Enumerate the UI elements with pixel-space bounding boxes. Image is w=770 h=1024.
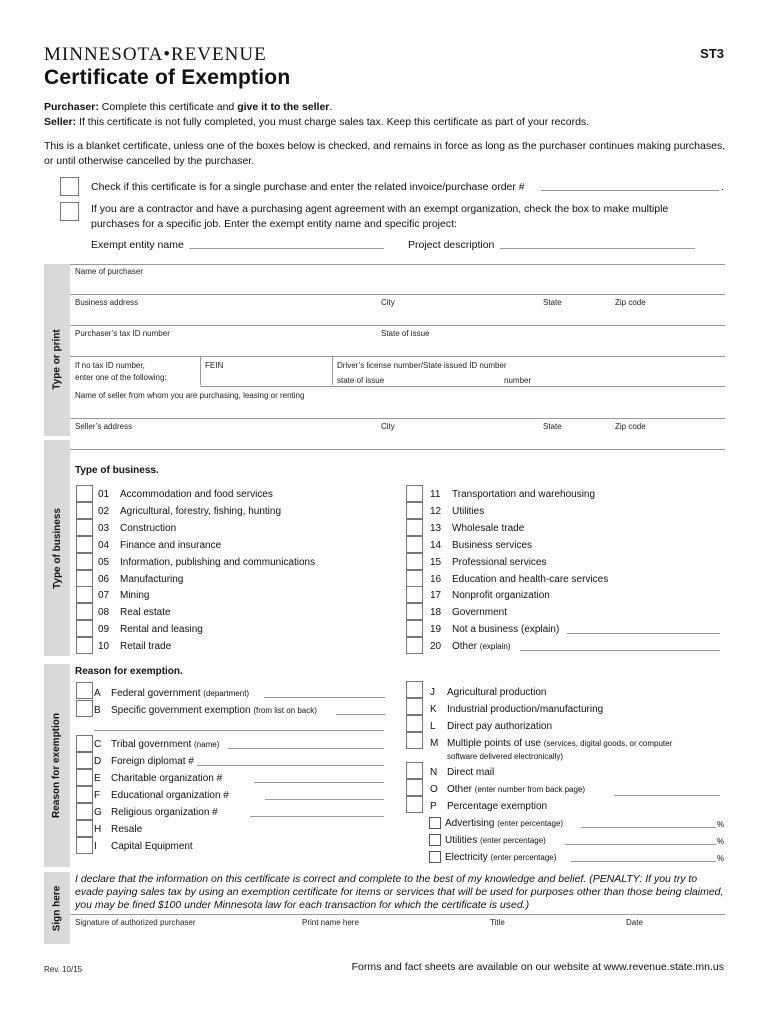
percent-sign: %: [717, 854, 725, 863]
business-type-item: [430, 607, 507, 618]
business-type-label: Manufacturing: [120, 573, 184, 585]
exemption-letter: L: [430, 721, 436, 732]
exemption-checkbox-right-7[interactable]: [406, 796, 423, 813]
no-tax-id-label-1: If no tax ID number,: [75, 361, 145, 370]
business-type-checkbox-16[interactable]: [406, 570, 423, 587]
business-type-item: [98, 489, 273, 500]
business-type-checkbox-12[interactable]: [406, 502, 423, 519]
sign-here-label: Sign here: [51, 885, 63, 931]
exemption-checkbox-right-3[interactable]: [406, 715, 423, 732]
exemption-reason-I: [94, 841, 193, 852]
date-label: Date: [626, 918, 643, 927]
business-type-item: [98, 574, 183, 585]
exemption-letter: J: [430, 687, 435, 698]
exemption-label: Religious organization #: [111, 807, 218, 818]
seller-text: If this certificate is not fully completed, you must charge sales tax. Keep this certificate as part of your records.: [79, 116, 590, 128]
exemption-reason-L: [430, 721, 552, 732]
contractor-label: If you are a contractor and have a purchasing agent agreement with an exempt organization, check the box to make multiple purchases for a specific job. Enter the exempt entity name and specific project:: [91, 203, 669, 230]
business-type-label: Mining: [120, 590, 150, 602]
seller-name-label: Name of seller from whom you are purchasing, leasing or renting: [75, 391, 305, 400]
business-type-label: Rental and leasing: [120, 624, 203, 636]
business-type-note: (explain): [479, 642, 511, 652]
business-type-number: 06: [98, 573, 110, 585]
signature-label: Signature of authorized purchaser: [75, 918, 196, 927]
purchaser-instruction: Purchaser: Complete this certificate and give it to the seller.: [44, 101, 333, 113]
exemption-note: software delivered electronically): [447, 752, 564, 761]
exemption-letter: G: [94, 807, 102, 818]
exemption-label: Direct pay authorization: [447, 721, 553, 732]
business-type-checkbox-07[interactable]: [76, 586, 93, 603]
exemption-reason-E: [94, 773, 222, 784]
business-type-checkbox-14[interactable]: [406, 536, 423, 553]
business-type-checkbox-18[interactable]: [406, 603, 423, 620]
business-type-label: Not a business (explain): [452, 624, 560, 636]
signature-line[interactable]: [70, 914, 725, 915]
purchaser-text: Complete this certificate and: [101, 101, 235, 113]
purchaser-label: Purchaser:: [44, 101, 99, 113]
seller-state-label: State: [543, 422, 562, 431]
business-type-checkbox-04[interactable]: [76, 536, 93, 553]
exemption-reason-H: [94, 824, 142, 835]
business-type-label: Professional services: [452, 556, 547, 568]
exemption-reason-K: [430, 704, 603, 715]
minnesota-revenue-logo: MINNESOTA•REVENUE: [44, 44, 267, 65]
exemption-label: Multiple points of use: [447, 738, 541, 749]
zip-label: Zip code: [615, 298, 646, 307]
exemption-label: Educational organization #: [111, 790, 229, 801]
exemption-reason-N: [430, 767, 494, 778]
percentage-entry-line[interactable]: [565, 844, 716, 845]
business-type-checkbox-20[interactable]: [406, 637, 423, 654]
business-type-item: [430, 590, 550, 601]
exemption-letter: P: [430, 801, 437, 812]
exemption-checkbox-H[interactable]: [76, 820, 93, 837]
exemption-checkbox-right-1[interactable]: [406, 681, 423, 698]
blanket-text: This is a blanket certificate, unless one of the boxes below is checked, and remains in force as long as the purchaser continues making purchases, or until otherwise cancelled by the purchaser.: [44, 140, 726, 167]
type-of-business-label: Type of business: [51, 507, 63, 589]
business-type-checkbox-13[interactable]: [406, 519, 423, 536]
percentage-note: (enter percentage): [497, 819, 564, 828]
business-type-checkbox-05[interactable]: [76, 553, 93, 570]
project-description-line[interactable]: [500, 248, 695, 249]
business-type-item: [98, 557, 315, 568]
business-type-number: 02: [98, 505, 110, 517]
business-type-number: 07: [98, 590, 110, 602]
business-type-label: Wholesale trade: [452, 522, 525, 534]
business-type-number: 16: [430, 573, 442, 585]
percent-sign: %: [717, 837, 725, 846]
exemption-note: (from list on back): [253, 706, 317, 715]
business-type-checkbox-11[interactable]: [406, 485, 423, 502]
seller-name-field[interactable]: [70, 418, 725, 419]
type-of-business-heading: Type of business.: [75, 465, 159, 476]
exemption-label: Percentage exemption: [447, 801, 548, 812]
invoice-number-line[interactable]: [541, 190, 719, 191]
business-type-item: [98, 590, 149, 601]
percentage-checkbox-1[interactable]: [429, 817, 441, 829]
exemption-letter: A: [94, 688, 101, 699]
exemption-label: Resale: [111, 824, 143, 835]
exemption-label: Industrial production/manufacturing: [447, 704, 604, 715]
exemption-entry-line[interactable]: [228, 748, 384, 749]
id-number-field[interactable]: [200, 386, 725, 387]
business-type-label: Government: [452, 607, 508, 619]
business-type-number: 13: [430, 522, 442, 534]
business-type-checkbox-19[interactable]: [406, 620, 423, 637]
exemption-checkbox-A[interactable]: [76, 682, 93, 699]
website-note: Forms and fact sheets are available on our website at www.revenue.state.mn.us: [351, 961, 724, 973]
business-type-number: 04: [98, 539, 110, 551]
exemption-checkbox-right-5[interactable]: [406, 762, 423, 779]
business-type-label: Finance and insurance: [120, 539, 222, 551]
exemption-letter: N: [430, 767, 438, 778]
business-type-number: 12: [430, 505, 442, 517]
exemption-label: Tribal government: [111, 739, 192, 750]
exemption-reason-F: [94, 790, 229, 801]
business-type-checkbox-02[interactable]: [76, 502, 93, 519]
other-number-line[interactable]: [614, 795, 720, 796]
single-purchase-label: Check if this certificate is for a single purchase and enter the related invoice/purchase order #: [91, 181, 525, 193]
percent-sign: %: [717, 820, 725, 829]
project-description-label: Project description: [408, 239, 495, 251]
business-type-item: [98, 506, 281, 517]
business-type-item: [430, 574, 608, 585]
state-of-issue-label: State of issue: [381, 329, 430, 338]
exemption-reason-C: [94, 739, 219, 750]
business-type-label: Retail trade: [120, 641, 172, 653]
business-type-number: 17: [430, 590, 442, 602]
type-or-print-label: Type or print: [51, 328, 63, 390]
other-explain-line[interactable]: [520, 650, 720, 651]
form-number: ST3: [700, 46, 724, 61]
business-type-item: [430, 489, 595, 500]
drivers-license-label: Driver’s license number/State issued ID number: [337, 361, 507, 370]
tax-id-label: Purchaser’s tax ID number: [75, 329, 170, 338]
exemption-note: (enter number from back page): [474, 785, 586, 794]
business-type-item: [430, 641, 510, 652]
business-type-label: Real estate: [120, 607, 171, 619]
reason-for-exemption-heading: Reason for exemption.: [75, 666, 183, 677]
business-type-item: [430, 523, 524, 534]
dl-state-of-issue-label: state of issue: [337, 376, 385, 385]
business-type-label: Nonprofit organization: [452, 590, 550, 602]
exemption-reason-O: [430, 784, 585, 795]
business-type-number: 08: [98, 607, 110, 619]
business-address-label: Business address: [75, 298, 139, 307]
seller-city-label: City: [381, 422, 395, 431]
exemption-note: (name): [194, 740, 220, 749]
exemption-entry-line[interactable]: [264, 697, 385, 698]
percentage-label: Utilities: [445, 835, 478, 846]
percentage-checkbox-3[interactable]: [429, 851, 441, 863]
business-type-number: 20: [430, 641, 442, 653]
business-type-checkbox-09[interactable]: [76, 620, 93, 637]
exemption-reason-P: [430, 801, 547, 812]
title-label: Title: [490, 918, 505, 927]
business-type-item: [430, 557, 546, 568]
not-a-business-explain-line[interactable]: [567, 633, 720, 634]
exemption-reason-B: [94, 705, 317, 716]
business-type-checkbox-01[interactable]: [76, 485, 93, 502]
exemption-note: (services, digital goods, or computer: [543, 739, 673, 748]
business-type-checkbox-15[interactable]: [406, 553, 423, 570]
exemption-checkbox-B[interactable]: [76, 700, 93, 717]
name-of-purchaser-label: Name of purchaser: [75, 267, 144, 276]
business-type-label: Agricultural, forestry, fishing, hunting: [120, 505, 282, 517]
tax-id-field[interactable]: [70, 356, 725, 357]
dl-number-label: number: [504, 376, 532, 385]
business-type-label: Construction: [120, 522, 177, 534]
exemption-reason-note: [447, 751, 563, 762]
business-type-checkbox-08[interactable]: [76, 603, 93, 620]
exempt-entity-line[interactable]: [189, 248, 384, 249]
business-type-item: [98, 523, 176, 534]
exemption-checkbox-G[interactable]: [76, 803, 93, 820]
seller-instruction: [44, 115, 744, 130]
business-type-label: Transportation and warehousing: [452, 489, 596, 500]
exemption-reason-A: [94, 688, 249, 699]
exemption-letter: H: [94, 824, 102, 835]
business-type-number: 11: [430, 489, 441, 500]
exemption-entry-line[interactable]: [94, 730, 384, 731]
exemption-label: Agricultural production: [447, 687, 547, 698]
business-type-number: 05: [98, 556, 110, 568]
exemption-entry-line[interactable]: [197, 765, 384, 766]
percentage-label: Advertising: [445, 818, 495, 829]
exemption-reason-M: [430, 738, 672, 749]
seller-address-label: Seller’s address: [75, 422, 133, 431]
percentage-entry-line[interactable]: [581, 827, 716, 828]
business-type-checkbox-06[interactable]: [76, 570, 93, 587]
business-type-number: 15: [430, 556, 442, 568]
business-type-label: Other: [452, 641, 478, 653]
exemption-reason-J: [430, 687, 547, 698]
contractor-checkbox[interactable]: [60, 202, 79, 221]
business-type-item: [430, 540, 532, 551]
percentage-entry-line[interactable]: [571, 861, 716, 862]
exemption-entry-line[interactable]: [254, 782, 384, 783]
exemption-label: Foreign diplomat #: [111, 756, 194, 767]
business-type-number: 01: [98, 489, 110, 500]
exemption-checkbox-right-2[interactable]: [406, 698, 423, 715]
percentage-checkbox-2[interactable]: [429, 834, 441, 846]
exemption-letter: D: [94, 756, 102, 767]
no-tax-id-label-2: enter one of the following:: [75, 373, 167, 382]
business-type-checkbox-03[interactable]: [76, 519, 93, 536]
business-type-checkbox-17[interactable]: [406, 586, 423, 603]
exemption-checkbox-F[interactable]: [76, 786, 93, 803]
name-of-purchaser-field[interactable]: [70, 294, 725, 295]
business-type-item: [98, 540, 221, 551]
seller-zip-label: Zip code: [615, 422, 646, 431]
city-label: City: [381, 298, 395, 307]
business-address-field[interactable]: [70, 325, 725, 326]
exemption-letter: M: [430, 738, 439, 749]
exemption-entry-line[interactable]: [265, 799, 384, 800]
business-type-checkbox-10[interactable]: [76, 637, 93, 654]
business-type-number: 19: [430, 624, 442, 636]
exemption-label: Capital Equipment: [111, 841, 193, 852]
declaration-text: I declare that the information on this certificate is correct and complete to the best of my knowledge and belief. (PENALTY: If you try to evade paying sales tax by using an exemption certificate for items or services that will be used for purposes other than those being claimed, you may be fined $100 under Minnesota law for each transaction for which the certificate is used.): [75, 873, 724, 911]
exemption-checkbox-E[interactable]: [76, 769, 93, 786]
exemption-label: Other: [447, 784, 473, 795]
exemption-entry-line[interactable]: [336, 714, 385, 715]
revision-number: Rev. 10/15: [44, 965, 83, 974]
business-type-label: Education and health-care services: [452, 573, 609, 585]
percentage-item: [445, 818, 563, 829]
business-type-item: [98, 624, 203, 635]
single-purchase-checkbox[interactable]: [60, 177, 79, 196]
exemption-letter: E: [94, 773, 101, 784]
exemption-checkbox-I[interactable]: [76, 837, 93, 854]
business-type-number: 18: [430, 607, 442, 619]
business-type-item: [430, 506, 484, 517]
reason-for-exemption-label: Reason for exemption: [51, 712, 63, 819]
business-type-number: 09: [98, 624, 110, 636]
exemption-checkbox-D[interactable]: [76, 752, 93, 769]
exemption-letter: I: [94, 841, 97, 852]
business-type-label: Business services: [452, 539, 533, 551]
exemption-checkbox-C[interactable]: [76, 735, 93, 752]
exemption-reason-G: [94, 807, 218, 818]
business-type-label: Utilities: [452, 505, 485, 517]
exemption-entry-line[interactable]: [250, 816, 384, 817]
state-label: State: [543, 298, 562, 307]
exemption-letter: K: [430, 704, 437, 715]
business-type-number: 14: [430, 539, 442, 551]
percentage-note: (enter percentage): [480, 836, 546, 845]
exemption-label: Direct mail: [447, 767, 495, 778]
business-type-label: Information, publishing and communications: [120, 556, 316, 568]
seller-address-field[interactable]: [70, 449, 725, 450]
exemption-letter: F: [94, 790, 101, 801]
exemption-letter: C: [94, 739, 102, 750]
print-name-label: Print name here: [302, 918, 359, 927]
exemption-letter: B: [94, 705, 101, 716]
percentage-item: [445, 852, 556, 863]
exempt-entity-label: Exempt entity name: [91, 239, 184, 251]
business-type-item: [98, 607, 171, 618]
business-type-label: Accommodation and food services: [120, 489, 273, 500]
exemption-label: Charitable organization #: [111, 773, 223, 784]
business-type-number: 10: [98, 641, 110, 653]
seller-label: Seller:: [44, 116, 77, 128]
fein-label: FEIN: [205, 361, 224, 370]
exemption-label: Specific government exemption: [111, 705, 251, 716]
exemption-checkbox-right-4[interactable]: [406, 732, 423, 749]
purchaser-bold: give it to the seller: [237, 101, 330, 113]
exemption-reason-D: [94, 756, 194, 767]
business-type-item: [98, 641, 171, 652]
percentage-note: (enter percentage): [490, 853, 557, 862]
page-title: Certificate of Exemption: [44, 66, 291, 89]
business-type-item: [430, 624, 559, 635]
percentage-label: Electricity: [445, 852, 488, 863]
exemption-note: (department): [203, 689, 250, 698]
exemption-checkbox-right-6[interactable]: [406, 779, 423, 796]
exemption-label: Federal government: [111, 688, 201, 699]
exemption-letter: O: [430, 784, 438, 795]
percentage-item: [445, 835, 546, 846]
business-type-number: 03: [98, 522, 110, 534]
